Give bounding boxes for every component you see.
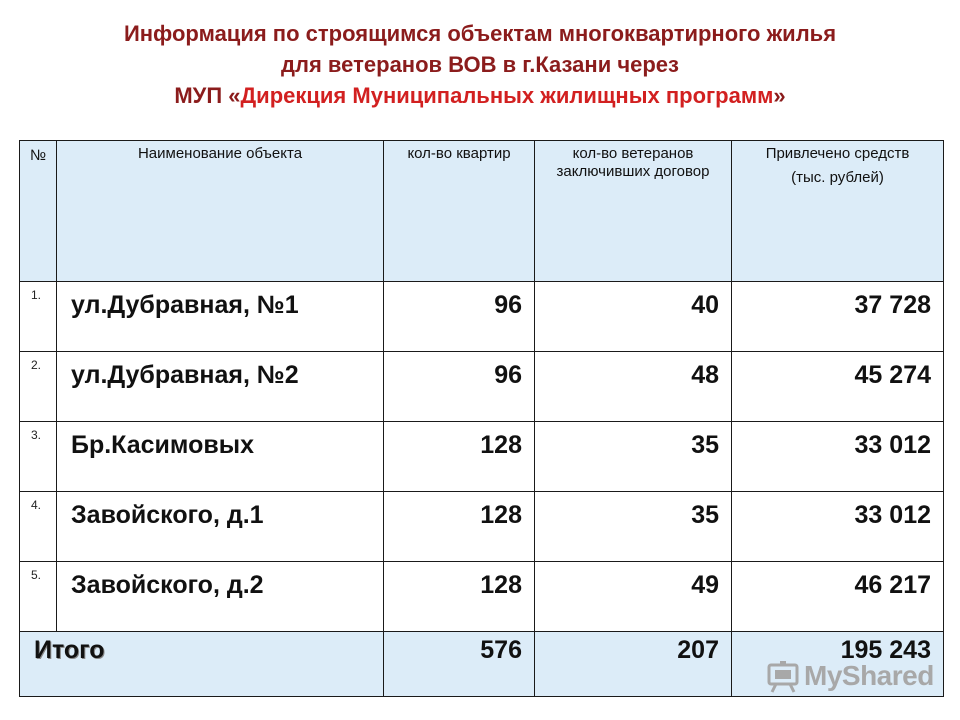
title-line-3-prefix: МУП « bbox=[174, 83, 241, 108]
header-no: № bbox=[20, 141, 57, 282]
watermark bbox=[766, 656, 934, 696]
total-label: Итого bbox=[20, 632, 384, 697]
row-apartments: 128 bbox=[384, 562, 535, 632]
row-object-name: Завойского, д.1 bbox=[57, 492, 384, 562]
row-funds: 46 217 bbox=[732, 562, 944, 632]
row-veterans: 48 bbox=[535, 352, 732, 422]
header-funds bbox=[732, 141, 944, 282]
title-line-1: Информация по строящимся объектам многоквартирного жилья bbox=[123, 21, 837, 46]
row-veterans: 49 bbox=[535, 562, 732, 632]
row-object-name: Бр.Касимовых bbox=[57, 422, 384, 492]
row-funds: 33 012 bbox=[732, 492, 944, 562]
title-line-2: для ветеранов ВОВ в г.Казани через bbox=[281, 52, 679, 77]
row-funds: 37 728 bbox=[732, 282, 944, 352]
row-number: 3. bbox=[20, 422, 57, 492]
row-veterans: 35 bbox=[535, 492, 732, 562]
total-funds: 195 243 bbox=[732, 632, 944, 697]
table-row bbox=[20, 492, 944, 562]
table-header-row bbox=[20, 141, 944, 282]
row-apartments: 96 bbox=[384, 282, 535, 352]
title-organization-name: Дирекция Муниципальных жилищных программ bbox=[240, 83, 774, 108]
row-funds: 33 012 bbox=[732, 422, 944, 492]
header-veterans: кол-во ветеранов заключивших договор bbox=[535, 141, 732, 282]
row-veterans: 40 bbox=[535, 282, 732, 352]
header-apartments: кол-во квартир bbox=[384, 141, 535, 282]
title-line-3-suffix: » bbox=[773, 83, 786, 108]
row-object-name: Завойского, д.2 bbox=[57, 562, 384, 632]
row-number: 1. bbox=[20, 282, 57, 352]
total-apartments: 576 bbox=[384, 632, 535, 697]
header-funds-line1: Привлечено средств bbox=[765, 145, 910, 162]
row-number: 5. bbox=[20, 562, 57, 632]
page-title bbox=[0, 18, 960, 111]
watermark-text: MyShared bbox=[804, 660, 934, 691]
row-object-name: ул.Дубравная, №1 bbox=[57, 282, 384, 352]
title-line-3 bbox=[0, 80, 960, 111]
table-row bbox=[20, 352, 944, 422]
row-number: 4. bbox=[20, 492, 57, 562]
header-funds-line2: (тыс. рублей) bbox=[791, 169, 884, 186]
row-veterans: 35 bbox=[535, 422, 732, 492]
total-veterans: 207 bbox=[535, 632, 732, 697]
row-apartments: 128 bbox=[384, 492, 535, 562]
row-apartments: 128 bbox=[384, 422, 535, 492]
table-row bbox=[20, 422, 944, 492]
header-name: Наименование объекта bbox=[57, 141, 384, 282]
table-row bbox=[20, 562, 944, 632]
row-number: 2. bbox=[20, 352, 57, 422]
presentation-board-icon bbox=[766, 659, 800, 693]
table-row bbox=[20, 282, 944, 352]
objects-table bbox=[19, 140, 944, 697]
row-funds: 45 274 bbox=[732, 352, 944, 422]
row-object-name: ул.Дубравная, №2 bbox=[57, 352, 384, 422]
row-apartments: 96 bbox=[384, 352, 535, 422]
